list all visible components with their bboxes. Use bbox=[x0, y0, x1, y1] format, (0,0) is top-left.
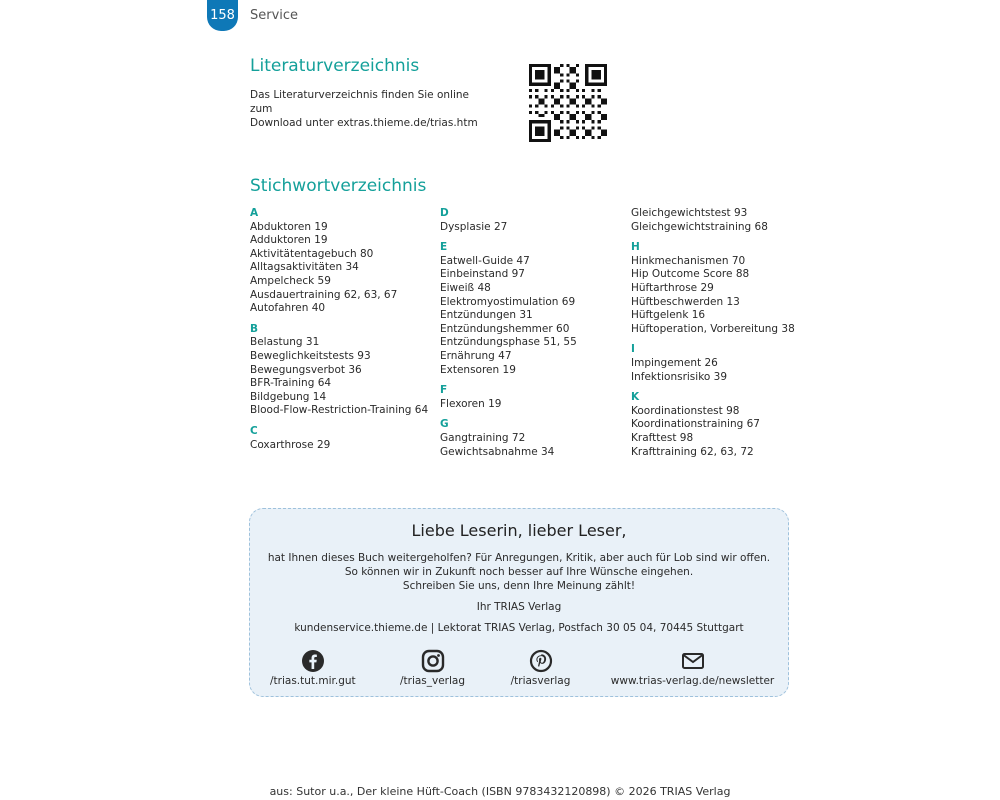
index-column-2 bbox=[440, 207, 625, 459]
literature-line-2[interactable]: Download unter extras.thieme.de/trias.htm bbox=[250, 117, 478, 129]
feedback-contact[interactable]: kundenservice.thieme.de | Lektorat TRIAS Verlag, Postfach 30 05 04, 70445 Stuttgart bbox=[294, 622, 744, 634]
index-entry: Bewegungsverbot 36 bbox=[250, 363, 362, 376]
index-entry: Eiweiß 48 bbox=[440, 281, 491, 294]
mail-icon bbox=[681, 649, 705, 673]
literature-heading: Literaturverzeichnis bbox=[250, 56, 420, 76]
index-letter: C bbox=[250, 424, 258, 437]
index-entry: Blood-Flow-Restriction-Training 64 bbox=[250, 404, 429, 417]
source-footer: aus: Sutor u.a., Der kleine Hüft-Coach (ISBN 9783432120898) © 2026 TRIAS Verlag bbox=[269, 785, 731, 798]
index-entry: Ernährung 47 bbox=[440, 349, 512, 362]
feedback-body bbox=[250, 551, 788, 593]
index-entry: Extensoren 19 bbox=[440, 363, 516, 376]
index-entry: Krafttraining 62, 63, 72 bbox=[631, 445, 754, 458]
index-entry: Abduktoren 19 bbox=[250, 220, 328, 233]
index-entry: Bildgebung 14 bbox=[250, 390, 327, 403]
index-entry: Hinkmechanismen 70 bbox=[631, 254, 746, 267]
index-entry: Coxarthrose 29 bbox=[250, 438, 331, 451]
index-entry: Hüftgelenk 16 bbox=[631, 309, 706, 322]
feedback-body-line: Schreiben Sie uns, denn Ihre Meinung zählt! bbox=[402, 580, 636, 592]
index-entry: Elektromyostimulation 69 bbox=[440, 295, 576, 308]
index-letter: K bbox=[631, 391, 640, 404]
index-entry: Einbeinstand 97 bbox=[440, 268, 525, 281]
index-entry: Eatwell-Guide 47 bbox=[440, 254, 530, 267]
index-entry: Ampelcheck 59 bbox=[250, 274, 331, 287]
pinterest-icon bbox=[529, 649, 553, 673]
index-entry: Koordinationstraining 67 bbox=[631, 418, 760, 431]
index-entry: BFR-Training 64 bbox=[250, 377, 332, 390]
running-head: Service bbox=[250, 8, 299, 23]
index-entry: Gangtraining 72 bbox=[440, 431, 526, 444]
index-letter: E bbox=[440, 241, 448, 254]
facebook-handle: /trias.tut.mir.gut bbox=[270, 675, 356, 687]
index-entry: Infektionsrisiko 39 bbox=[631, 370, 728, 383]
literature-line-1: Das Literaturverzeichnis finden Sie online zum bbox=[250, 89, 469, 115]
index-entry: Krafttest 98 bbox=[631, 431, 694, 444]
facebook-icon bbox=[301, 649, 325, 673]
index-entry: Ausdauertraining 62, 63, 67 bbox=[250, 288, 398, 301]
index-entry: Gleichgewichtstest 93 bbox=[631, 207, 748, 219]
instagram-icon bbox=[421, 649, 445, 673]
index-entry: Alltagsaktivitäten 34 bbox=[250, 261, 359, 274]
index-entry: Gleichgewichtstraining 68 bbox=[631, 220, 768, 233]
index-entry: Aktivitätentagebuch 80 bbox=[250, 247, 374, 260]
index-letter: I bbox=[631, 343, 635, 356]
index-entry: Autofahren 40 bbox=[250, 302, 326, 315]
feedback-body-line: hat Ihnen dieses Buch weitergeholfen? Für Anregungen, Kritik, aber auch für Lob sind wir offen. bbox=[267, 552, 771, 564]
index-entry: Entzündungen 31 bbox=[440, 309, 533, 322]
index-entry: Hip Outcome Score 88 bbox=[631, 268, 750, 281]
feedback-box bbox=[249, 508, 789, 697]
index-entry: Gewichtsabnahme 34 bbox=[440, 445, 555, 458]
qr-code[interactable] bbox=[529, 64, 607, 142]
index-column-1 bbox=[250, 207, 435, 452]
facebook-link[interactable] bbox=[270, 649, 355, 687]
feedback-title: Liebe Leserin, lieber Leser, bbox=[411, 521, 627, 540]
feedback-signature: Ihr TRIAS Verlag bbox=[476, 601, 562, 613]
index-letter: G bbox=[440, 418, 449, 431]
index-entry: Adduktoren 19 bbox=[250, 234, 328, 247]
index-entry: Dysplasie 27 bbox=[440, 220, 508, 233]
index-entry: Impingement 26 bbox=[631, 356, 718, 369]
page-number-badge: 158 bbox=[207, 0, 238, 31]
index-entry: Koordinationstest 98 bbox=[631, 404, 740, 417]
index-letter: F bbox=[440, 384, 448, 397]
index-entry: Entzündungshemmer 60 bbox=[440, 322, 570, 335]
index-letter: H bbox=[631, 241, 640, 254]
index-entry: Hüftarthrose 29 bbox=[631, 281, 714, 294]
index-entry: Hüftbeschwerden 13 bbox=[631, 295, 740, 308]
index-letter: D bbox=[440, 207, 449, 219]
instagram-link[interactable] bbox=[390, 649, 475, 687]
literature-text bbox=[250, 88, 490, 130]
instagram-handle: /trias_verlag bbox=[399, 675, 466, 687]
index-heading: Stichwortverzeichnis bbox=[250, 176, 427, 196]
index-entry: Flexoren 19 bbox=[440, 397, 502, 410]
index-entry: Hüftoperation, Vorbereitung 38 bbox=[631, 322, 795, 335]
index-entry: Belastung 31 bbox=[250, 336, 320, 349]
pinterest-handle: /triasverlag bbox=[510, 675, 571, 687]
index-entry: Beweglichkeitstests 93 bbox=[250, 349, 371, 362]
index-letter: B bbox=[250, 322, 259, 335]
feedback-body-line: So können wir in Zukunft noch besser auf Ihre Wünsche eingehen. bbox=[344, 566, 694, 578]
newsletter-url: www.trias-verlag.de/newsletter bbox=[610, 675, 775, 687]
newsletter-link[interactable] bbox=[610, 649, 775, 687]
index-entry: Entzündungsphase 51, 55 bbox=[440, 336, 577, 349]
pinterest-link[interactable] bbox=[498, 649, 583, 687]
index-column-3 bbox=[631, 207, 816, 459]
index-letter: A bbox=[250, 207, 259, 219]
